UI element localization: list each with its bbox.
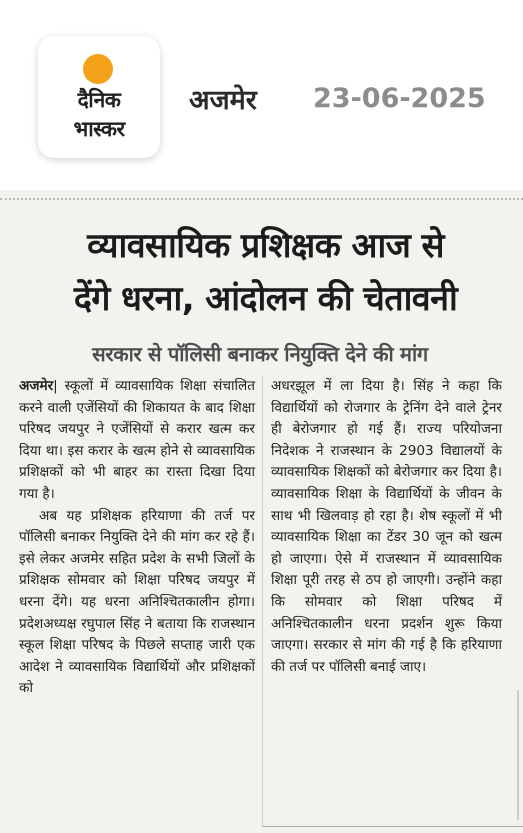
paragraph: [19, 376, 255, 506]
clipping-edge-line: [517, 690, 519, 820]
logo-text-bhaskar: भास्कर: [73, 117, 125, 141]
app-header: [0, 0, 523, 190]
paragraph-text: स्कूलों में व्यावसायिक शिक्षा संचालित करने वाली एजेंसियों की शिकायत के बाद शिक्षा परिषद जयपुर ने एजेंसियों से करार खत्म कर दिया था। इस करार के खत्म होने से व्यावसायिक प्रशिक्षकों को भी बाहर का रास्ता दिखा दिया गया है।: [19, 378, 256, 502]
sun-icon: [83, 54, 113, 84]
article-headline: [18, 220, 513, 326]
column-divider: [262, 376, 263, 826]
logo-text-dainik: दैनिक: [77, 88, 121, 112]
dateline-separator: |: [53, 378, 65, 394]
article-subheadline: सरकार से पॉलिसी बनाकर नियुक्ति देने की मांग: [92, 342, 428, 366]
edition-date: 23-06-2025: [313, 83, 486, 114]
newspaper-clipping: [0, 190, 523, 833]
dateline: अजमेर: [19, 378, 54, 394]
paragraph: अब यह प्रशिक्षक हरियाणा की तर्ज पर पॉलिसी बनाकर नियुक्ति देने की मांग कर रहे हैं। इसे लेकर अजमेर सहित प्रदेश के सभी जिलों के प्रशिक्षक सोमवार को शिक्षा परिषद जयपुर में धरना देंगे। यह धरना अनिश्चितकालीन होगा। प्रदेशअध्यक्ष रघुपाल सिंह ने बताया कि राजस्थान स्कूल शिक्षा परिषद के पिछले सप्ताह जारी एक आदेश ने व्यावसायिक विद्यार्थियों और प्रशिक्षकों को: [19, 507, 255, 697]
edition-city: अजमेर: [189, 85, 257, 116]
article-column-right: [271, 376, 502, 678]
bottom-rule: [262, 826, 523, 827]
headline-line-1: व्यावसायिक प्रशिक्षक आज से: [87, 226, 444, 266]
paragraph: अधरझूल में ला दिया है। सिंह ने कहा कि विद्यार्थियों को रोजगार के ट्रेनिंग देने वाले ट्रेनर ही बेरोजगार हो गई हैं। राज्य परियोजना निदेशक ने राजस्थान के 2903 विद्यालयों के व्यावसायिक शिक्षकों को बेरोजगार कर दिया है। व्यावसायिक शिक्षा के विद्यार्थियों के जीवन के साथ भी खिलवाड़ हो रहा है। शेष स्कूलों में भी व्यावसायिक शिक्षा का टेंडर 30 जून को खत्म हो जाएगा। ऐसे में राजस्थान में व्यावसायिक शिक्षा पूरी तरह से ठप हो जाएगी। उन्होंने कहा कि सोमवार को शिक्षा परिषद में अनिश्चितकालीन धरना प्रदर्शन शुरू किया जाएगा। सरकार से मांग की गई है कि हरियाणा की तर्ज पर पॉलिसी बनाई जाए।: [271, 378, 502, 675]
dotted-separator: [0, 198, 523, 200]
headline-line-2: देंगे धरना, आंदोलन की चेतावनी: [73, 279, 458, 319]
dainik-bhaskar-logo[interactable]: [38, 36, 160, 158]
article-column-left: [19, 376, 255, 700]
